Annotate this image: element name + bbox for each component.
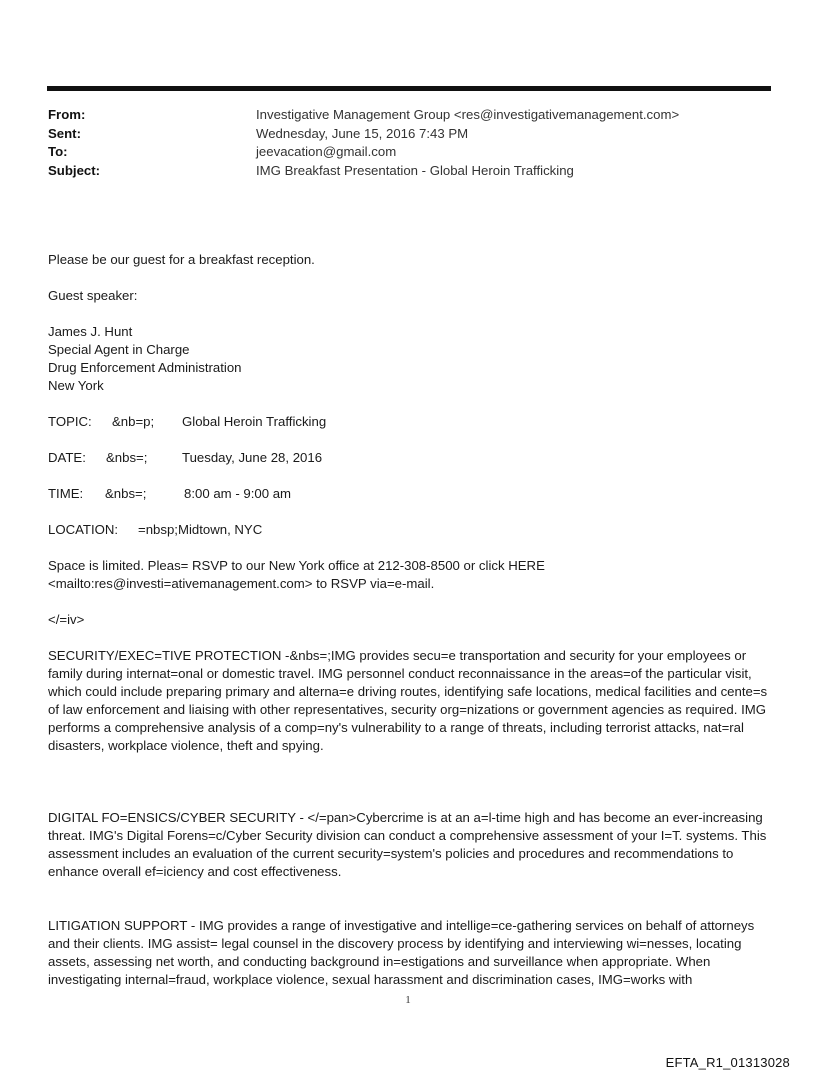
from-label: From: [48, 107, 86, 122]
page-number: 1 [405, 994, 411, 1006]
date-line [48, 449, 772, 467]
rsvp-line-2: <mailto:res@investi=ativemanagement.com> to RSVP via=e-mail. [48, 576, 435, 591]
email-header [48, 106, 768, 180]
security-paragraph: SECURITY/EXEC=TIVE PROTECTION -&nbs=;IMG provides secu=e transportation and security for your employees or family during internat=onal or domestic travel. IMG personnel conduct reconnaissance in the areas=of the particular visit, which could include preparing primary and alterna=e driving routes, identifying safe locations, medical facilities and cente=s of law enforcement and liaising with other representatives, security org=nizations or government agencies as required. IMG performs a comprehensive analysis of a comp=ny's vulnerability to a range of threats, including terrorist attacks, nat=ral disasters, workplace violence, theft and spying. [48, 648, 768, 753]
location-line [48, 521, 772, 539]
time-entity: &nbs=; [105, 486, 147, 501]
subject-value: IMG Breakfast Presentation - Global Heroin Trafficking [256, 162, 574, 178]
email-body [48, 251, 772, 989]
to-label: To: [48, 144, 68, 159]
topic-entity: &nb=p; [112, 414, 155, 429]
speaker-agency: Drug Enforcement Administration [48, 360, 242, 375]
litigation-paragraph: LITIGATION SUPPORT - IMG provides a range of investigative and intellige=ce-gathering services on behalf of attorneys and their clients. IMG assist= legal counsel in the discovery process by identifying and interviewing wi=nesses, locating assets, assessing net worth, and conducting background in=estigations and surveillance when appropriate. When investigating internal=fraud, workplace violence, sexual harassment and discrimination cases, IMG=works with [48, 918, 755, 987]
location-value: =nbsp;Midtown, NYC [138, 522, 263, 537]
sent-label: Sent: [48, 125, 81, 141]
subject-label: Subject: [48, 162, 101, 178]
time-label: TIME: [48, 486, 84, 501]
rsvp-line-1: Space is limited. Pleas= RSVP to our New York office at 212-308-8500 or click HERE [48, 558, 545, 573]
header-divider [47, 86, 771, 91]
subject-row [48, 162, 768, 181]
to-row [48, 143, 768, 162]
from-row [48, 106, 768, 125]
to-value: jeevacation@gmail.com [256, 144, 397, 159]
from-value: Investigative Management Group <res@investigativemanagement.com> [256, 107, 680, 122]
guest-speaker-label: Guest speaker: [48, 288, 138, 303]
speaker-title: Special Agent in Charge [48, 342, 190, 357]
location-label: LOCATION: [48, 522, 119, 537]
topic-line [48, 413, 772, 431]
intro-text: Please be our guest for a breakfast reception. [48, 252, 315, 267]
bates-number: EFTA_R1_01313028 [665, 1055, 790, 1070]
time-value: 8:00 am - 9:00 am [184, 486, 292, 501]
speaker-block [48, 323, 772, 395]
topic-label: TOPIC: [48, 414, 92, 429]
speaker-location: New York [48, 378, 104, 393]
sent-value: Wednesday, June 15, 2016 7:43 PM [256, 125, 469, 141]
date-value: Tuesday, June 28, 2016 [182, 450, 323, 465]
topic-value: Global Heroin Trafficking [182, 414, 327, 429]
speaker-name: James J. Hunt [48, 324, 133, 339]
sent-row [48, 125, 768, 144]
div-close-artifact: </=iv> [48, 612, 85, 627]
date-label: DATE: [48, 450, 86, 465]
digital-forensics-paragraph: DIGITAL FO=ENSICS/CYBER SECURITY - </=pan>Cybercrime is at an a=l-time high and has become an ever-increasing threat. IMG's Digital Forens=c/Cyber Security division can conduct a comprehensive assessment of your I=T. systems. This assessment includes an evaluation of the current security=system's policies and procedures and recommendations to enhance overall ef=iciency and cost effectiveness. [48, 810, 767, 879]
date-entity: &nbs=; [106, 450, 148, 465]
time-line [48, 485, 772, 503]
